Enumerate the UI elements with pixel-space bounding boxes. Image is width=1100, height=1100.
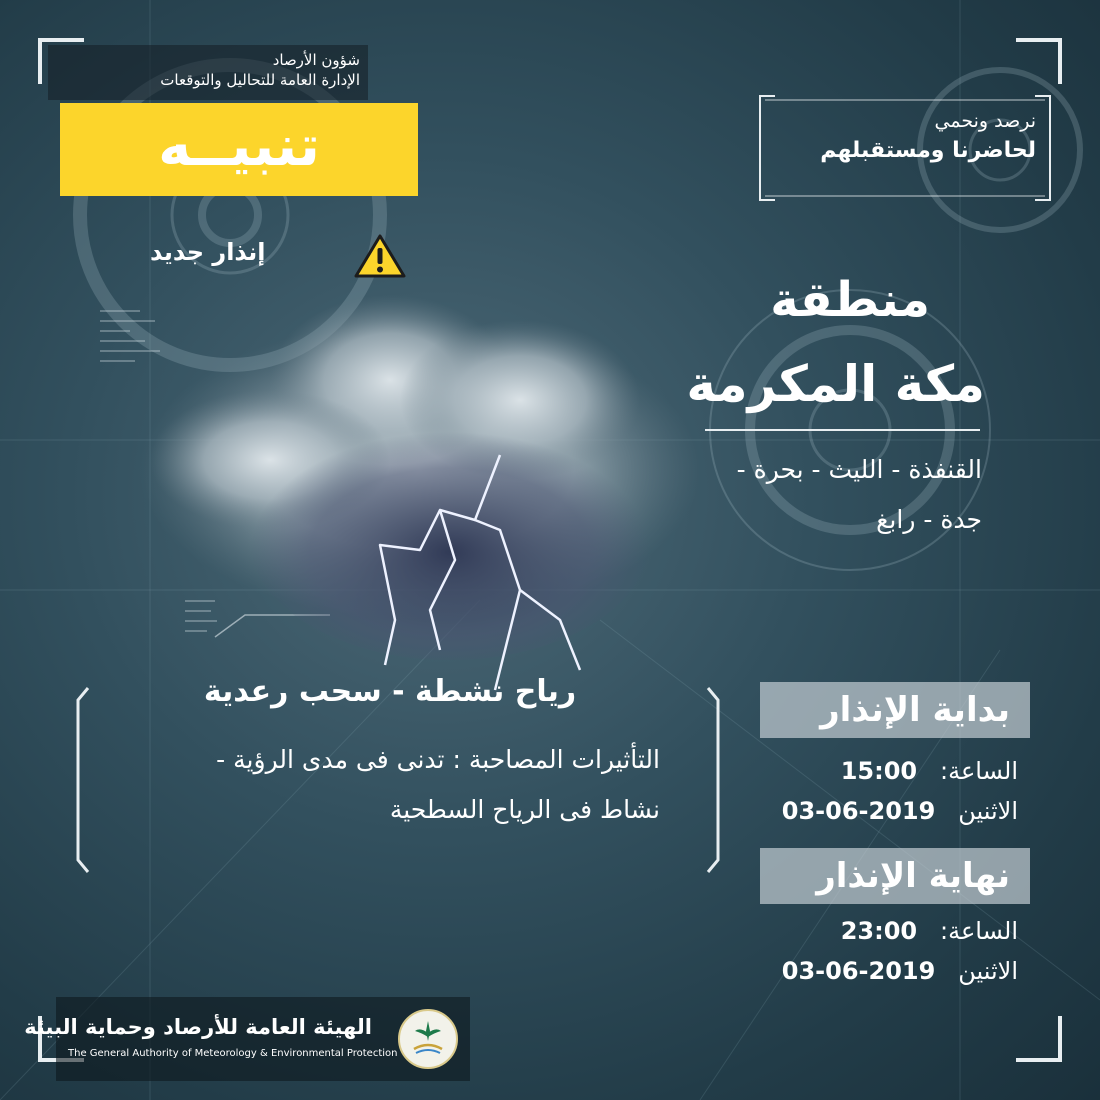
effects-line2: نشاط فى الرياح السطحية bbox=[389, 795, 660, 824]
slogan-line2: لحاضرنا ومستقبلهم bbox=[820, 138, 1036, 163]
effects-line1: التأثيرات المصاحبة : تدنى فى مدى الرؤية - bbox=[216, 745, 660, 774]
start-time-label: الساعة: bbox=[940, 757, 1018, 785]
warning-icon bbox=[354, 233, 406, 279]
cities-line2: جدة - رابغ bbox=[876, 505, 982, 534]
start-date: 2019-06-03 bbox=[781, 797, 936, 825]
region-name: مكة المكرمة bbox=[686, 355, 985, 413]
phenomenon-title: رياح نشطة - سحب رعدية bbox=[203, 674, 577, 709]
dept-line1: شؤون الأرصاد bbox=[272, 51, 360, 69]
start-time-row bbox=[841, 757, 1018, 785]
end-date-row bbox=[782, 957, 1018, 985]
end-time-row bbox=[841, 917, 1018, 945]
frame-corner-top-right bbox=[1016, 38, 1062, 84]
end-date: 2019-06-03 bbox=[781, 957, 936, 985]
region-label: منطقة bbox=[770, 272, 930, 328]
end-day: الاثنين bbox=[958, 957, 1018, 985]
start-date-row bbox=[782, 797, 1018, 825]
authority-emblem-icon bbox=[398, 1009, 458, 1069]
authority-logo bbox=[24, 997, 470, 1081]
frame-corner-bottom-right bbox=[1016, 1016, 1062, 1062]
dept-line2: الإدارة العامة للتحاليل والتوقعات bbox=[160, 71, 360, 89]
new-warning-label: إنذار جديد bbox=[150, 238, 266, 266]
end-time: 23:00 bbox=[840, 917, 918, 945]
start-time: 15:00 bbox=[840, 757, 918, 785]
cities-line1: القنفذة - الليث - بحرة - bbox=[736, 455, 982, 484]
alert-label: تنبيــه bbox=[60, 103, 418, 196]
org-name-ar: الهيئة العامة للأرصاد وحماية البيئة bbox=[24, 1015, 372, 1039]
slogan-box bbox=[760, 96, 1050, 200]
slogan-line1: نرصد ونحمي bbox=[934, 110, 1036, 132]
start-day: الاثنين bbox=[958, 797, 1018, 825]
department-header bbox=[48, 45, 368, 100]
end-time-label: الساعة: bbox=[940, 917, 1018, 945]
org-name-en: The General Authority of Meteorology & Environmental Protection bbox=[68, 1048, 398, 1059]
start-header: بداية الإنذار bbox=[760, 682, 1030, 738]
end-header: نهاية الإنذار bbox=[760, 848, 1030, 904]
